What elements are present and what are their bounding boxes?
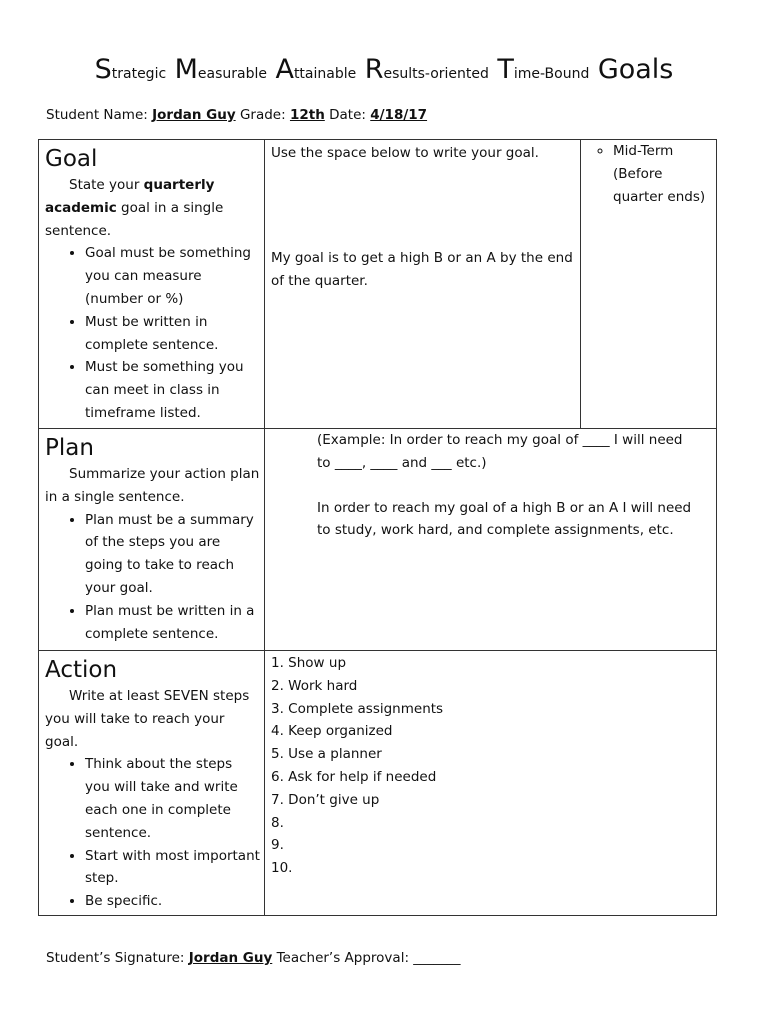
list-item[interactable]: 10. [271,860,293,877]
timeframe-option: ◦ Mid-Term (Before quarter ends) [613,140,716,208]
plan-answer-text[interactable]: In order to reach my goal of a high B or an A I will need to study, work hard, and complete assignments, etc. [317,499,692,539]
title-word: ttainable [293,66,357,82]
action-steps-cell[interactable] [265,651,717,916]
plan-instructions-cell [39,429,265,651]
teacher-approval-label: Teacher’s Approval: [276,950,409,966]
action-heading: Action [45,657,118,683]
plan-example-text: (Example: In order to reach my goal of ____ I will need to ____, ____ and ___ etc.) [317,432,683,471]
action-row [39,651,717,916]
title-initial: S [94,54,112,85]
action-bullet-list [39,753,264,913]
plan-answer-cell[interactable] [265,429,717,651]
list-item[interactable]: 8. [271,814,284,831]
grade-label: Grade: [239,107,286,123]
title-goals-word: Goals [597,54,674,85]
list-item: • Plan must be written in a complete sentence. [85,600,264,646]
list-item[interactable]: 4. Keep organized [271,723,393,740]
list-item: • Think about the steps you will take and write each one in complete sentence. [85,753,264,844]
list-item[interactable]: 2. Work hard [271,677,358,694]
list-item: • Must be written in complete sentence. [85,311,264,357]
signature-line [46,950,461,966]
list-item: • Must be something you can meet in class in timeframe listed. [85,356,264,424]
title-initial: R [364,54,384,85]
grade-value[interactable]: 12th [289,107,325,123]
list-item: • Start with most important step. [85,845,264,891]
student-signature-label: Student’s Signature: [46,950,185,966]
action-intro: Write at least SEVEN steps you will take to reach your goal. [45,688,250,750]
list-item[interactable]: 9. [271,837,284,854]
goal-heading: Goal [45,146,98,172]
title-word: esults-oriented [383,66,489,82]
action-steps-list [265,651,716,880]
student-name-value[interactable]: Jordan Guy [152,107,236,123]
list-item[interactable]: 7. Don’t give up [271,791,380,808]
list-item[interactable]: 5. Use a planner [271,746,382,763]
date-value[interactable]: 4/18/17 [370,107,428,123]
title-initial: A [275,54,294,85]
action-instructions-cell [39,651,265,916]
date-label: Date: [329,107,366,123]
list-item: • Be specific. [85,890,264,913]
goal-bullet-list [39,242,264,424]
title-initial: M [174,54,198,85]
student-signature-value[interactable]: Jordan Guy [188,950,273,966]
plan-bullet-list [39,509,264,646]
list-item[interactable]: 3. Complete assignments [271,700,444,717]
goal-intro-bold: quarterly academic [45,177,215,216]
student-info-line [46,107,427,123]
title-word: ime-Bound [513,66,590,82]
goal-instruction-text: Use the space below to write your goal. [271,145,539,161]
title-word: easurable [197,66,267,82]
list-item: • Goal must be something you can measure (number or %) [85,242,264,310]
plan-row [39,429,717,651]
student-name-label: Student Name: [46,107,148,123]
teacher-approval-value[interactable]: _______ [413,950,461,966]
goal-answer-text[interactable]: My goal is to get a high B or an A by the end of the quarter. [271,249,573,289]
goal-intro: State your quarterly academic goal in a single sentence. [45,177,224,239]
title-word: trategic [111,66,167,82]
smart-goals-table [38,139,717,916]
goal-answer-cell[interactable] [265,140,581,429]
timeframe-list [581,140,716,208]
list-item[interactable]: 6. Ask for help if needed [271,768,437,785]
goal-instructions-cell [39,140,265,429]
list-item: • Plan must be a summary of the steps you are going to take to reach your goal. [85,509,264,600]
goal-row [39,140,717,429]
plan-intro: Summarize your action plan in a single sentence. [45,466,260,505]
plan-heading: Plan [45,435,94,461]
title-initial: T [497,54,514,85]
page-title [0,52,768,92]
list-item[interactable]: 1. Show up [271,655,347,671]
goal-timeframe-cell [581,140,717,429]
